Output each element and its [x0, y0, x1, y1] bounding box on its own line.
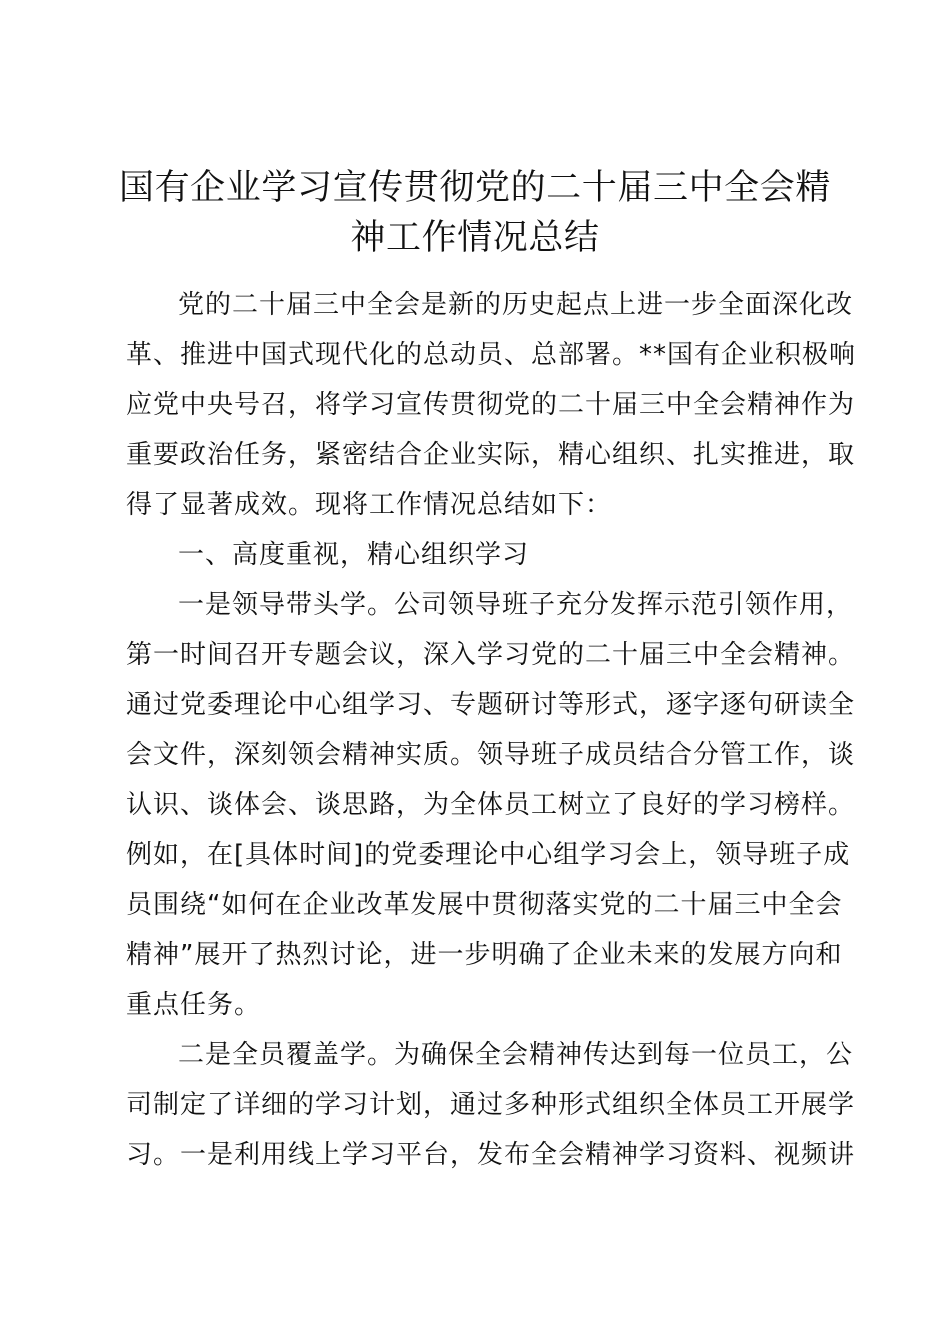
body-line: 得了显著成效。现将工作情况总结如下： — [126, 490, 613, 520]
section-heading: 一、高度重视，精心组织学习 — [178, 540, 530, 570]
body-line: 司制定了详细的学习计划，通过多种形式组织全体员工开展学 — [126, 1090, 856, 1120]
body-line: 一是领导带头学。公司领导班子充分发挥示范引领作用， — [178, 590, 854, 620]
body-line: 习。一是利用线上学习平台，发布全会精神学习资料、视频讲 — [126, 1140, 856, 1170]
document-title-line-2: 神工作情况总结 — [350, 218, 600, 258]
body-line: 精神”展开了热烈讨论，进一步明确了企业未来的发展方向和 — [126, 940, 843, 970]
body-line: 例如，在[具体时间]的党委理论中心组学习会上，领导班子成 — [126, 840, 851, 870]
body-line: 员围绕“如何在企业改革发展中贯彻落实党的二十届三中全会 — [126, 890, 843, 920]
body-line: 二是全员覆盖学。为确保全会精神传达到每一位员工，公 — [178, 1040, 854, 1070]
body-line: 革、推进中国式现代化的总动员、总部署。**国有企业积极响 — [126, 340, 857, 370]
body-line: 会文件，深刻领会精神实质。领导班子成员结合分管工作，谈 — [126, 740, 856, 770]
body-line: 党的二十届三中全会是新的历史起点上进一步全面深化改 — [178, 290, 854, 320]
body-line: 重点任务。 — [126, 990, 262, 1020]
body-line: 应党中央号召，将学习宣传贯彻党的二十届三中全会精神作为 — [126, 390, 856, 420]
body-line: 重要政治任务，紧密结合企业实际，精心组织、扎实推进，取 — [126, 440, 856, 470]
body-line: 第一时间召开专题会议，深入学习党的二十届三中全会精神。 — [126, 640, 856, 670]
document-title-line-1: 国有企业学习宣传贯彻党的二十届三中全会精 — [118, 168, 831, 208]
body-line: 认识、谈体会、谈思路，为全体员工树立了良好的学习榜样。 — [126, 790, 856, 820]
body-line: 通过党委理论中心组学习、专题研讨等形式，逐字逐句研读全 — [126, 690, 856, 720]
